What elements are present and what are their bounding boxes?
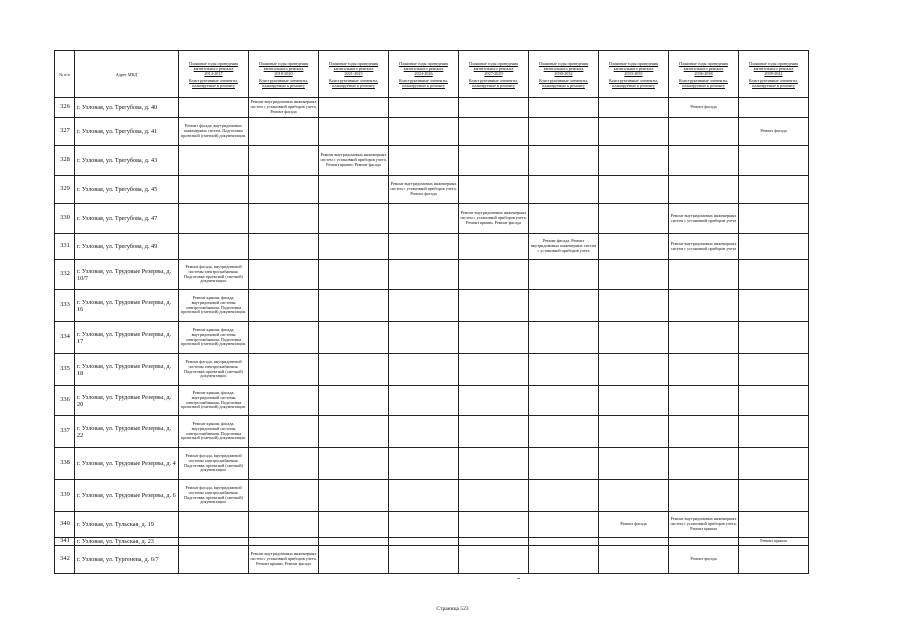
planned-works-cell: [179, 512, 249, 538]
planned-works-cell: [249, 354, 319, 386]
planned-works-cell: [319, 98, 389, 118]
table-row: [55, 480, 809, 512]
planned-works-cell: [459, 448, 529, 480]
period-title: Плановые годы проведения капитального ремонта: [258, 60, 309, 71]
period-title: Плановые годы проведения капитального ремонта: [188, 60, 239, 71]
planned-works-cell: Ремонт фасада: [599, 512, 669, 538]
table-row: [55, 322, 809, 354]
period-years: 2021-2023: [344, 70, 363, 76]
planned-works-cell: [459, 176, 529, 204]
row-address: г. Узловая, ул. Тульская, д. 19: [75, 512, 179, 538]
planned-works-cell: [739, 176, 809, 204]
planned-works-cell: [529, 260, 599, 290]
planned-works-cell: [319, 176, 389, 204]
planned-works-cell: [319, 354, 389, 386]
planned-works-cell: [459, 416, 529, 448]
planned-works-cell: [599, 546, 669, 574]
planned-works-cell: [529, 290, 599, 322]
planned-works-cell: [529, 512, 599, 538]
planned-works-cell: [389, 512, 459, 538]
row-number: 332: [55, 260, 75, 290]
planned-works-cell: [739, 512, 809, 538]
planned-works-cell: [389, 538, 459, 546]
capital-repair-table: [54, 50, 809, 574]
planned-works-cell: [599, 538, 669, 546]
period-title: Плановые годы проведения капитального ремонта: [538, 60, 589, 71]
column-header-period: [669, 51, 739, 98]
planned-works-cell: [599, 290, 669, 322]
row-address: г. Узловая, ул. Трудовые Резервы, д. 17: [75, 322, 179, 354]
page-number: Страница 523: [436, 606, 469, 612]
planned-works-cell: [319, 234, 389, 260]
planned-works-cell: [249, 386, 319, 416]
table-row: [55, 176, 809, 204]
period-title: Плановые годы проведения капитального ремонта: [608, 60, 659, 71]
planned-works-cell: [669, 416, 739, 448]
table-row: [55, 448, 809, 480]
planned-works-cell: [179, 176, 249, 204]
planned-works-cell: [459, 354, 529, 386]
planned-works-cell: [179, 538, 249, 546]
planned-works-cell: [389, 290, 459, 322]
planned-works-cell: [599, 118, 669, 146]
table-row: [55, 234, 809, 260]
table-row: [55, 538, 809, 546]
planned-works-cell: [459, 386, 529, 416]
planned-works-cell: [529, 546, 599, 574]
planned-works-cell: [319, 546, 389, 574]
period-title: Плановые годы проведения капитального ремонта: [328, 60, 379, 71]
column-header-period: [739, 51, 809, 98]
planned-works-cell: [599, 448, 669, 480]
planned-works-cell: [529, 538, 599, 546]
planned-works-cell: [389, 98, 459, 118]
period-years: 2014-2017: [204, 70, 223, 76]
row-address: г. Узловая, ул. Трудовые Резервы, д. 4: [75, 448, 179, 480]
period-subtitle: Конструктивные элементы, планируемые к ремонту: [329, 77, 378, 88]
row-address: г. Узловая, ул. Трегубова, д. 43: [75, 146, 179, 176]
period-years: 2018-2020: [274, 70, 293, 76]
planned-works-cell: [389, 322, 459, 354]
period-subtitle: Конструктивные элементы, планируемые к ремонту: [399, 77, 448, 88]
planned-works-cell: [459, 290, 529, 322]
row-number: 339: [55, 480, 75, 512]
row-number: 329: [55, 176, 75, 204]
planned-works-cell: [529, 480, 599, 512]
column-header-period: [529, 51, 599, 98]
row-number: 330: [55, 204, 75, 234]
row-address: г. Узловая, ул. Трудовые Резервы, д. 18: [75, 354, 179, 386]
planned-works-cell: [739, 354, 809, 386]
table-row: [55, 546, 809, 574]
period-subtitle: Конструктивные элементы, планируемые к ремонту: [679, 77, 728, 88]
period-years: 2024-2026: [414, 70, 433, 76]
planned-works-cell: [739, 204, 809, 234]
planned-works-cell: [599, 354, 669, 386]
planned-works-cell: Ремонт внутридомовых инженерных систем с установкой приборов учета, Ремонт фасада: [389, 176, 459, 204]
planned-works-cell: Ремонт фасада, Ремонт внутридомовых инженерных систем с установкой приборов учета: [529, 234, 599, 260]
planned-works-cell: [179, 146, 249, 176]
row-address: г. Узловая, ул. Трегубова, д. 49: [75, 234, 179, 260]
planned-works-cell: Ремонт внутридомовых инженерных систем с установкой приборов учета: [669, 234, 739, 260]
period-subtitle: Конструктивные элементы, планируемые к ремонту: [189, 77, 238, 88]
planned-works-cell: [319, 538, 389, 546]
planned-works-cell: [459, 98, 529, 118]
planned-works-cell: [529, 322, 599, 354]
planned-works-cell: Ремонт внутридомовых инженерных систем с установкой приборов учета, Ремонт фасада: [249, 98, 319, 118]
period-years: 2036-2038: [694, 70, 713, 76]
planned-works-cell: [179, 546, 249, 574]
table-row: [55, 354, 809, 386]
planned-works-cell: [389, 146, 459, 176]
planned-works-cell: [599, 234, 669, 260]
planned-works-cell: [249, 176, 319, 204]
row-address: г. Узловая, ул. Трудовые Резервы, д. 6: [75, 480, 179, 512]
planned-works-cell: [739, 98, 809, 118]
planned-works-cell: [179, 234, 249, 260]
planned-works-cell: [669, 118, 739, 146]
row-address: г. Узловая, ул. Тульская, д. 23: [75, 538, 179, 546]
row-number: 338: [55, 448, 75, 480]
row-address: г. Узловая, ул. Трудовые Резервы, д. 16: [75, 290, 179, 322]
planned-works-cell: [179, 204, 249, 234]
planned-works-cell: Ремонт крыши, фасада, внутридомовой системы электроснабжения. Подготовка проектной (сметной) документации.: [179, 290, 249, 322]
planned-works-cell: [529, 118, 599, 146]
planned-works-cell: [389, 448, 459, 480]
planned-works-cell: [249, 290, 319, 322]
row-address: г. Узловая, ул. Трегубова, д. 41: [75, 118, 179, 146]
planned-works-cell: [669, 480, 739, 512]
planned-works-cell: Ремонт фасада, внутридомовой системы электроснабжения. Подготовка проектной (сметной) документации.: [179, 354, 249, 386]
row-address: г. Узловая, ул. Тургенева, д. 6/7: [75, 546, 179, 574]
planned-works-cell: [319, 204, 389, 234]
period-title: Плановые годы проведения капитального ремонта: [468, 60, 519, 71]
planned-works-cell: Ремонт крыши: [739, 538, 809, 546]
planned-works-cell: [249, 448, 319, 480]
row-number: 336: [55, 386, 75, 416]
planned-works-cell: [599, 176, 669, 204]
row-address: г. Узловая, ул. Трегубова, д. 40: [75, 98, 179, 118]
planned-works-cell: [319, 512, 389, 538]
planned-works-cell: [249, 538, 319, 546]
row-number: 326: [55, 98, 75, 118]
planned-works-cell: Ремонт фасада, внутридомовой системы электроснабжения. Подготовка проектной (сметной) документации.: [179, 480, 249, 512]
planned-works-cell: [249, 512, 319, 538]
row-number: 334: [55, 322, 75, 354]
planned-works-cell: [459, 546, 529, 574]
planned-works-cell: [389, 260, 459, 290]
planned-works-cell: [319, 260, 389, 290]
planned-works-cell: Ремонт крыши, фасада, внутридомовой системы электроснабжения. Подготовка проектной (сметной) документации.: [179, 386, 249, 416]
row-number: 331: [55, 234, 75, 260]
period-years: 2030-2032: [554, 70, 573, 76]
column-header-period: [389, 51, 459, 98]
planned-works-cell: [669, 176, 739, 204]
planned-works-cell: [459, 146, 529, 176]
planned-works-cell: [459, 322, 529, 354]
planned-works-cell: Ремонт внутридомовых инженерных систем с установкой приборов учета, Ремонт крыши, Ремонт фасада: [249, 546, 319, 574]
period-title: Плановые годы проведения капитального ремонта: [398, 60, 449, 71]
column-header-period: [459, 51, 529, 98]
period-years: 2039-2041: [764, 70, 783, 76]
planned-works-cell: Ремонт внутридомовых инженерных систем с установкой приборов учета, Ремонт крыши, Ремонт фасада: [459, 204, 529, 234]
planned-works-cell: [669, 260, 739, 290]
planned-works-cell: [529, 176, 599, 204]
planned-works-cell: [599, 322, 669, 354]
table-row: [55, 204, 809, 234]
period-subtitle: Конструктивные элементы, планируемые к ремонту: [259, 77, 308, 88]
table-row: [55, 146, 809, 176]
row-number: 333: [55, 290, 75, 322]
column-header-period: [319, 51, 389, 98]
planned-works-cell: [249, 146, 319, 176]
planned-works-cell: Ремонт крыши, фасада, внутридомовой системы электроснабжения. Подготовка проектной (сметной) документации.: [179, 416, 249, 448]
planned-works-cell: [319, 480, 389, 512]
planned-works-cell: [249, 480, 319, 512]
period-title: Плановые годы проведения капитального ремонта: [748, 60, 799, 71]
table-header-row: [55, 51, 809, 98]
row-number: 341: [55, 538, 75, 546]
planned-works-cell: [599, 386, 669, 416]
planned-works-cell: [249, 118, 319, 146]
planned-works-cell: [459, 512, 529, 538]
planned-works-cell: [389, 204, 459, 234]
table-row: [55, 386, 809, 416]
period-years: 2033-2035: [624, 70, 643, 76]
period-title: Плановые годы проведения капитального ремонта: [678, 60, 729, 71]
planned-works-cell: [599, 98, 669, 118]
planned-works-cell: [739, 480, 809, 512]
planned-works-cell: [459, 538, 529, 546]
row-address: г. Узловая, ул. Трудовые Резервы, д. 10/7: [75, 260, 179, 290]
planned-works-cell: [739, 448, 809, 480]
planned-works-cell: [319, 290, 389, 322]
row-number: 335: [55, 354, 75, 386]
planned-works-cell: [249, 416, 319, 448]
planned-works-cell: [599, 146, 669, 176]
planned-works-cell: Ремонт фасада: [669, 546, 739, 574]
planned-works-cell: [669, 538, 739, 546]
planned-works-cell: [389, 546, 459, 574]
planned-works-cell: [669, 322, 739, 354]
planned-works-cell: [599, 204, 669, 234]
planned-works-cell: [529, 416, 599, 448]
planned-works-cell: [529, 98, 599, 118]
planned-works-cell: [739, 322, 809, 354]
planned-works-cell: Ремонт фасада, внутридомовой системы электроснабжения. Подготовка проектной (сметной) документации.: [179, 448, 249, 480]
planned-works-cell: [319, 416, 389, 448]
planned-works-cell: [669, 146, 739, 176]
planned-works-cell: [389, 234, 459, 260]
period-years: 2027-2029: [484, 70, 503, 76]
planned-works-cell: [529, 146, 599, 176]
planned-works-cell: [739, 146, 809, 176]
planned-works-cell: [389, 416, 459, 448]
planned-works-cell: Ремонт фасада: [739, 118, 809, 146]
planned-works-cell: [249, 204, 319, 234]
planned-works-cell: [389, 386, 459, 416]
planned-works-cell: [739, 260, 809, 290]
planned-works-cell: Ремонт крыши, фасада, внутридомовой системы электроснабжения. Подготовка проектной (сметной) документации.: [179, 322, 249, 354]
planned-works-cell: Ремонт внутридомовых инженерных систем с установкой приборов учета: [669, 204, 739, 234]
row-address: г. Узловая, ул. Трегубова, д. 45: [75, 176, 179, 204]
planned-works-cell: Ремонт внутридомовых инженерных систем с установкой приборов учета, Ремонт крыши: [669, 512, 739, 538]
table-row: [55, 98, 809, 118]
planned-works-cell: [739, 546, 809, 574]
period-subtitle: Конструктивные элементы, планируемые к ремонту: [609, 77, 658, 88]
planned-works-cell: [459, 118, 529, 146]
planned-works-cell: Ремонт внутридомовых инженерных систем с установкой приборов учета, Ремонт крыши, Ремонт фасада: [319, 146, 389, 176]
column-header-period: [179, 51, 249, 98]
planned-works-cell: [529, 448, 599, 480]
planned-works-cell: [319, 386, 389, 416]
row-address: г. Узловая, ул. Трудовые Резервы, д. 20: [75, 386, 179, 416]
table-row: [55, 260, 809, 290]
planned-works-cell: [319, 448, 389, 480]
planned-works-cell: [459, 480, 529, 512]
row-number: 342: [55, 546, 75, 574]
planned-works-cell: [599, 416, 669, 448]
period-subtitle: Конструктивные элементы, планируемые к ремонту: [469, 77, 518, 88]
planned-works-cell: [459, 260, 529, 290]
planned-works-cell: [739, 290, 809, 322]
table-row: [55, 290, 809, 322]
period-subtitle: Конструктивные элементы, планируемые к ремонту: [539, 77, 588, 88]
planned-works-cell: [529, 386, 599, 416]
row-address: г. Узловая, ул. Трегубова, д. 47: [75, 204, 179, 234]
row-number: 340: [55, 512, 75, 538]
planned-works-cell: [319, 118, 389, 146]
planned-works-cell: [739, 386, 809, 416]
planned-works-cell: [249, 260, 319, 290]
table-row: [55, 118, 809, 146]
stray-mark: [517, 578, 520, 579]
planned-works-cell: [669, 448, 739, 480]
table-row: [55, 512, 809, 538]
column-header-number: № п/п: [55, 51, 75, 98]
period-subtitle: Конструктивные элементы, планируемые к ремонту: [749, 77, 798, 88]
planned-works-cell: [249, 234, 319, 260]
planned-works-cell: [389, 480, 459, 512]
planned-works-cell: [529, 204, 599, 234]
row-number: 327: [55, 118, 75, 146]
planned-works-cell: [599, 260, 669, 290]
planned-works-cell: [669, 354, 739, 386]
planned-works-cell: Ремонт фасада, внутридомовых инженерных систем. Подготовка проектной (сметной) документации.: [179, 118, 249, 146]
planned-works-cell: [669, 386, 739, 416]
planned-works-cell: [249, 322, 319, 354]
planned-works-cell: Ремонт фасада, внутридомовой системы электроснабжения. Подготовка проектной (сметной) документации.: [179, 260, 249, 290]
planned-works-cell: [739, 416, 809, 448]
table-body: [55, 98, 809, 574]
row-number: 337: [55, 416, 75, 448]
planned-works-cell: [389, 354, 459, 386]
row-number: 328: [55, 146, 75, 176]
planned-works-cell: [179, 98, 249, 118]
planned-works-cell: [459, 234, 529, 260]
table-row: [55, 416, 809, 448]
column-header-address: Адрес МКД: [75, 51, 179, 98]
planned-works-cell: [529, 354, 599, 386]
column-header-period: [599, 51, 669, 98]
planned-works-cell: [599, 480, 669, 512]
planned-works-cell: [319, 322, 389, 354]
planned-works-cell: [669, 290, 739, 322]
planned-works-cell: Ремонт фасада: [669, 98, 739, 118]
column-header-period: [249, 51, 319, 98]
planned-works-cell: [739, 234, 809, 260]
planned-works-cell: [389, 118, 459, 146]
row-address: г. Узловая, ул. Трудовые Резервы, д. 22: [75, 416, 179, 448]
